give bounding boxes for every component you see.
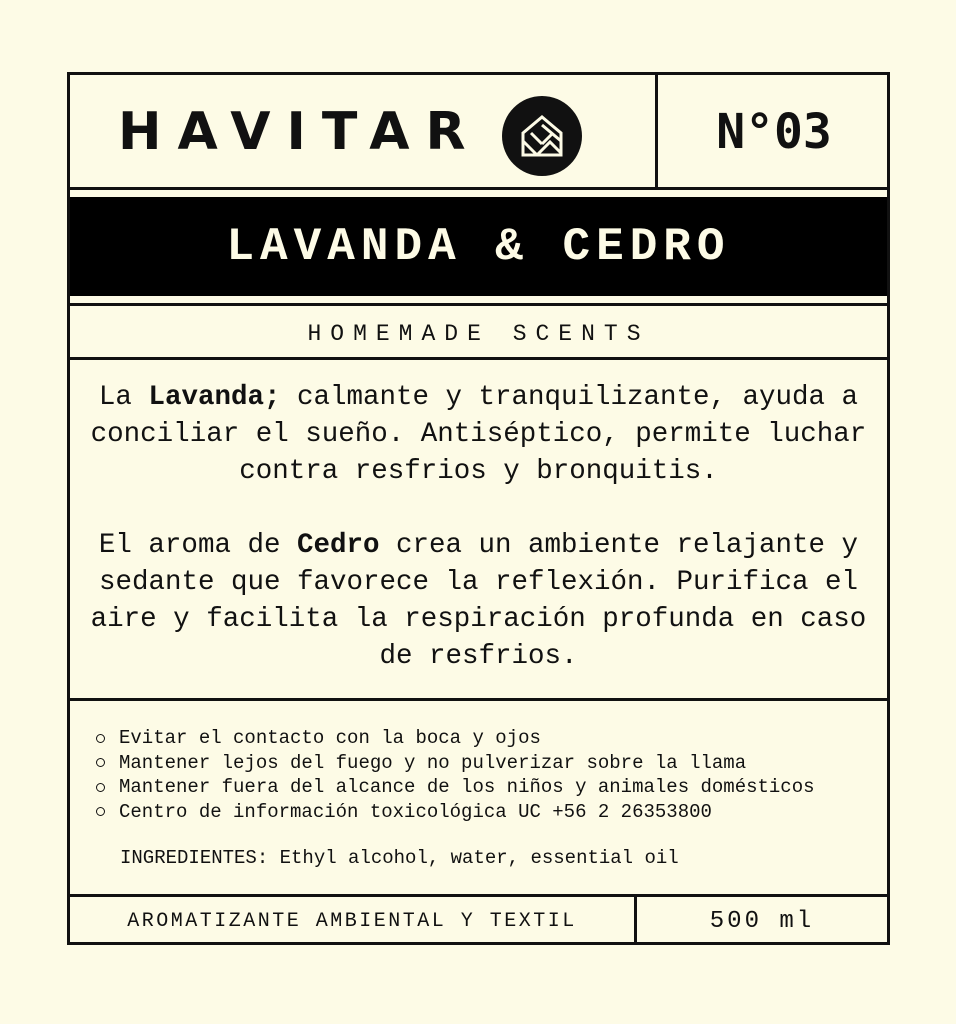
divider bbox=[70, 303, 887, 306]
list-item bbox=[94, 751, 874, 776]
bullet-icon bbox=[96, 734, 105, 743]
tagline: HOMEMADE SCENTS bbox=[307, 321, 650, 347]
divider bbox=[70, 187, 887, 190]
volume: 500 ml bbox=[709, 907, 815, 935]
bullet-icon bbox=[96, 783, 105, 792]
list-item bbox=[94, 775, 874, 800]
bold-term: Lavanda; bbox=[148, 382, 281, 413]
bold-term: Cedro bbox=[296, 530, 380, 561]
cedar-paragraph bbox=[70, 527, 887, 675]
description bbox=[70, 379, 887, 712]
product-title: LAVANDA & CEDRO bbox=[70, 197, 887, 296]
text: La bbox=[98, 382, 149, 413]
logo-mark bbox=[517, 111, 567, 161]
lavender-paragraph bbox=[70, 379, 887, 490]
list-item bbox=[94, 726, 874, 751]
brand-name: HAVITAR bbox=[118, 102, 482, 162]
product-number: N°03 bbox=[716, 104, 832, 160]
text: crea un ambiente relajante y sedante que favorece la reflexión. Purifica el aire y facilita la respiración profunda en caso de resfrios. bbox=[90, 530, 867, 672]
divider bbox=[70, 698, 887, 701]
warning-text: Mantener lejos del fuego y no pulverizar sobre la llama bbox=[119, 751, 747, 774]
bullet-icon bbox=[96, 758, 105, 767]
list-item bbox=[94, 800, 874, 825]
bullet-icon bbox=[96, 807, 105, 816]
warning-text: Centro de información toxicológica UC +56 2 26353800 bbox=[119, 800, 712, 823]
warnings-list bbox=[94, 726, 874, 824]
product-label bbox=[67, 72, 890, 945]
warning-text: Evitar el contacto con la boca y ojos bbox=[119, 727, 541, 749]
text: calmante y tranquilizante, ayuda a conciliar el sueño. Antiséptico, permite luchar contra resfrios y bronquitis. bbox=[90, 382, 867, 487]
product-type: AROMATIZANTE AMBIENTAL Y TEXTIL bbox=[127, 909, 577, 933]
text: El aroma de bbox=[98, 530, 297, 561]
warning-text: Mantener fuera del alcance de los niños y animales domésticos bbox=[119, 776, 815, 798]
house-geometric-icon bbox=[502, 96, 582, 176]
divider bbox=[70, 357, 887, 360]
ingredients: INGREDIENTES: Ethyl alcohol, water, essential oil bbox=[120, 847, 679, 869]
